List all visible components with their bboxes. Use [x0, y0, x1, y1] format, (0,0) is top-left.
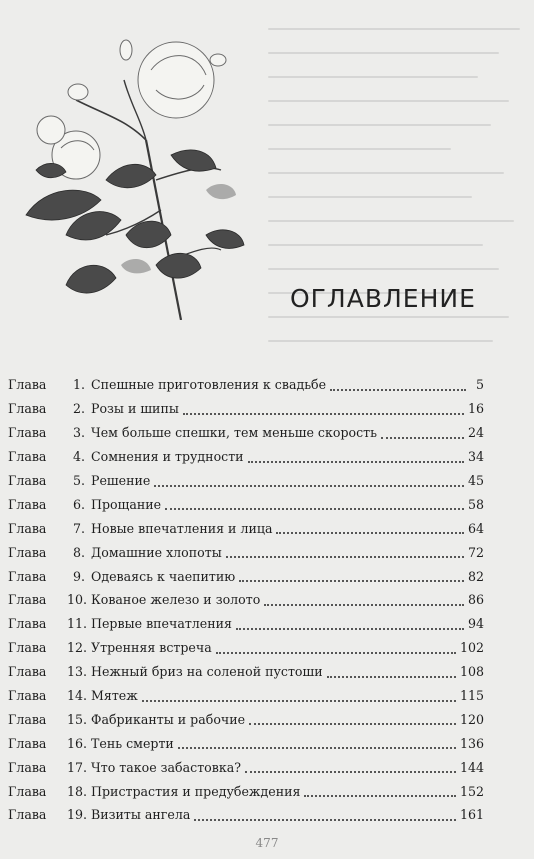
chapter-number: 11. — [67, 616, 88, 632]
dot-leader — [330, 375, 466, 391]
chapter-page-number: 58 — [467, 496, 484, 512]
chapter-page-number: 16 — [467, 401, 484, 417]
chapter-page-number: 94 — [467, 616, 484, 632]
chapter-title: Что такое забастовка? — [91, 759, 241, 775]
chapter-label: Глава — [8, 496, 47, 512]
chapter-title: Спешные приготовления к свадьбе — [91, 377, 327, 393]
chapter-label: Глава — [8, 711, 47, 727]
chapter-label: Глава — [8, 449, 47, 465]
chapter-number: 19. — [67, 807, 88, 823]
show-through-text — [268, 28, 530, 368]
toc-entry[interactable] — [8, 469, 484, 493]
toc-entry[interactable] — [8, 612, 484, 636]
chapter-title: Новые впечатления и лица — [91, 520, 273, 536]
chapter-label: Глава — [8, 664, 47, 680]
chapter-label: Глава — [8, 473, 47, 488]
chapter-label: Глава — [8, 568, 47, 584]
chapter-label: Глава — [8, 377, 47, 393]
chapter-title: Кованое железо и золото — [91, 592, 261, 608]
chapter-number: 7. — [72, 520, 85, 536]
toc-entry[interactable] — [8, 445, 484, 469]
chapter-title: Фабриканты и рабочие — [91, 711, 246, 727]
dot-leader — [236, 614, 464, 630]
toc-entry[interactable] — [8, 731, 484, 755]
page-number: 477 — [255, 836, 279, 850]
dot-leader — [248, 447, 464, 463]
chapter-number: 14. — [67, 688, 88, 704]
dot-leader — [194, 805, 456, 821]
toc-entry[interactable] — [8, 564, 484, 588]
toc-entry[interactable] — [8, 755, 484, 779]
dot-leader — [327, 662, 456, 678]
chapter-page-number: 64 — [467, 520, 484, 536]
chapter-title: Прощание — [91, 496, 162, 512]
toc-entry[interactable] — [8, 373, 484, 397]
page-title: ОГЛАВЛЕНИЕ — [290, 284, 476, 313]
toc-entry[interactable] — [8, 588, 484, 612]
toc-entry[interactable] — [8, 540, 484, 564]
toc-entry[interactable] — [8, 779, 484, 803]
chapter-label: Глава — [8, 688, 47, 704]
chapter-title: Чем больше спешки, тем меньше скорость — [91, 425, 377, 441]
chapter-title: Тень смерти — [91, 735, 174, 751]
chapter-number: 8. — [72, 544, 85, 560]
chapter-number: 10. — [67, 592, 88, 608]
chapter-page-number: 24 — [467, 425, 484, 441]
chapter-number: 17. — [67, 759, 88, 775]
chapter-label: Глава — [8, 735, 47, 751]
chapter-page-number: 86 — [467, 592, 484, 608]
chapter-number: 3. — [72, 425, 85, 441]
rose-branch-icon — [6, 20, 256, 320]
chapter-number: 9. — [72, 568, 85, 584]
chapter-page-number: 136 — [459, 735, 484, 751]
toc-entry[interactable] — [8, 397, 484, 421]
dot-leader — [245, 757, 456, 773]
chapter-label: Глава — [8, 544, 47, 560]
dot-leader — [226, 542, 464, 558]
chapter-label: Глава — [8, 759, 47, 775]
dot-leader — [381, 423, 464, 439]
dot-leader — [239, 566, 464, 582]
chapter-page-number: 82 — [467, 568, 484, 584]
chapter-title: Розы и шипы — [91, 401, 179, 417]
chapter-label: Глава — [8, 616, 47, 632]
chapter-title: Решение — [91, 473, 151, 488]
chapter-number: 18. — [67, 783, 88, 799]
toc-entry[interactable] — [8, 492, 484, 516]
chapter-number: 5. — [72, 473, 85, 488]
toc-entry[interactable] — [8, 636, 484, 660]
chapter-label: Глава — [8, 640, 47, 656]
chapter-page-number: 161 — [459, 807, 484, 823]
chapter-title: Пристрастия и предубеждения — [91, 783, 301, 799]
chapter-page-number: 5 — [475, 377, 484, 393]
toc-entry[interactable] — [8, 684, 484, 708]
chapter-page-number: 45 — [467, 473, 484, 488]
chapter-page-number: 108 — [459, 664, 484, 680]
dot-leader — [154, 471, 464, 487]
toc-entry[interactable] — [8, 421, 484, 445]
chapter-label: Глава — [8, 520, 47, 536]
chapter-number: 16. — [67, 735, 88, 751]
chapter-page-number: 34 — [467, 449, 484, 465]
dot-leader — [304, 781, 456, 797]
chapter-page-number: 120 — [459, 711, 484, 727]
toc-entry[interactable] — [8, 660, 484, 684]
chapter-label: Глава — [8, 425, 47, 441]
toc-entry[interactable] — [8, 803, 484, 827]
chapter-title: Утренняя встреча — [91, 640, 212, 656]
chapter-number: 4. — [72, 449, 85, 465]
table-of-contents — [8, 373, 484, 827]
chapter-number: 2. — [72, 401, 85, 417]
dot-leader — [183, 399, 464, 415]
dot-leader — [142, 686, 456, 702]
chapter-page-number: 72 — [467, 544, 484, 560]
dot-leader — [165, 494, 464, 510]
toc-entry[interactable] — [8, 707, 484, 731]
chapter-label: Глава — [8, 592, 47, 608]
chapter-number: 1. — [72, 377, 85, 393]
chapter-title: Визиты ангела — [91, 807, 191, 823]
chapter-title: Нежный бриз на соленой пустоши — [91, 664, 323, 680]
toc-entry[interactable] — [8, 516, 484, 540]
chapter-title: Первые впечатления — [91, 616, 232, 632]
dot-leader — [276, 518, 464, 534]
chapter-title: Одеваясь к чаепитию — [91, 568, 236, 584]
dot-leader — [178, 733, 456, 749]
chapter-number: 15. — [67, 711, 88, 727]
chapter-title: Мятеж — [91, 688, 138, 704]
chapter-number: 13. — [67, 664, 88, 680]
chapter-label: Глава — [8, 807, 47, 823]
chapter-page-number: 152 — [459, 783, 484, 799]
dot-leader — [264, 590, 464, 606]
chapter-number: 6. — [72, 496, 85, 512]
chapter-page-number: 144 — [459, 759, 484, 775]
chapter-label: Глава — [8, 783, 47, 799]
chapter-title: Домашние хлопоты — [91, 544, 222, 560]
dot-leader — [216, 638, 456, 654]
chapter-page-number: 102 — [459, 640, 484, 656]
chapter-number: 12. — [67, 640, 88, 656]
dot-leader — [249, 709, 456, 725]
chapter-title: Сомнения и трудности — [91, 449, 244, 465]
chapter-page-number: 115 — [459, 688, 484, 704]
chapter-label: Глава — [8, 401, 47, 417]
